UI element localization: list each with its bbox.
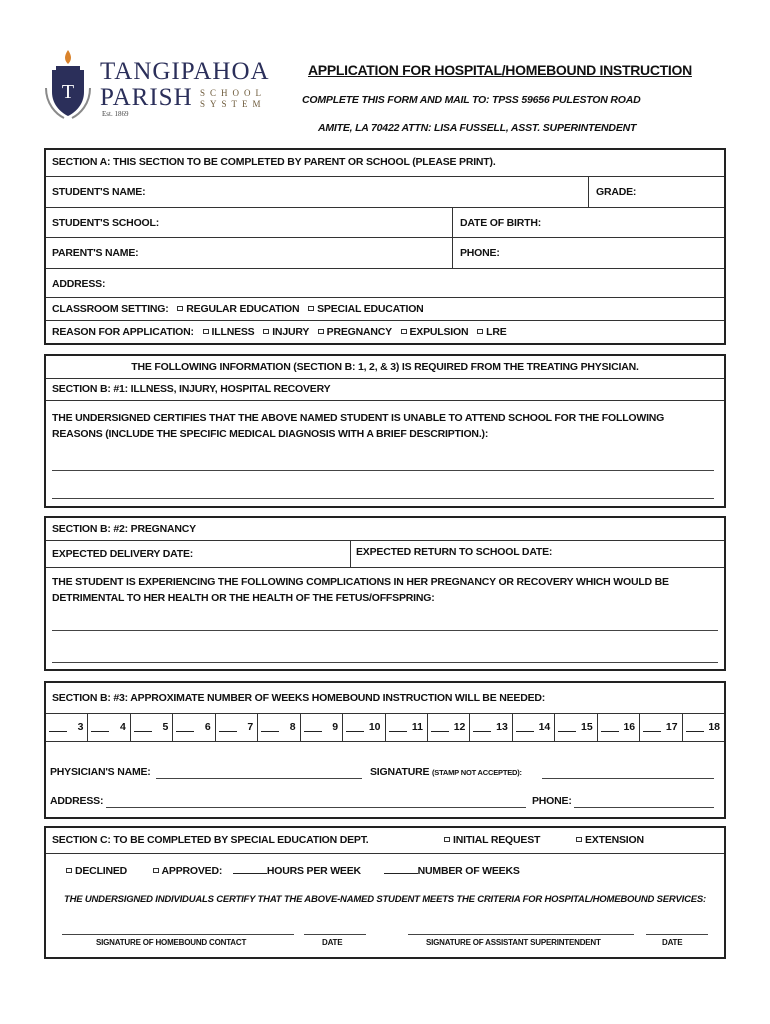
weeks-blank[interactable] [384, 873, 418, 874]
logo-line1: TANGIPAHOA [100, 58, 270, 85]
lre-checkbox[interactable] [477, 329, 483, 334]
week-option-7[interactable]: 7 [216, 714, 258, 741]
date1-caption: DATE [322, 938, 343, 947]
b1-certify-text-2: REASONS (INCLUDE THE SPECIFIC MEDICAL DIAGNOSIS WITH A BRIEF DESCRIPTION.): [52, 428, 489, 440]
asst-superintendent-caption: SIGNATURE OF ASSISTANT SUPERINTENDENT [426, 938, 601, 947]
week-option-13[interactable]: 13 [470, 714, 512, 741]
classroom-setting: CLASSROOM SETTING: REGULAR EDUCATION SPECIAL EDUCATION [52, 303, 424, 315]
signature-label: SIGNATURE (STAMP NOT ACCEPTED): [370, 766, 522, 778]
hours-blank[interactable] [233, 873, 267, 874]
grade-label: GRADE: [596, 186, 637, 198]
date2-caption: DATE [662, 938, 683, 947]
week-option-3[interactable]: 3 [46, 714, 88, 741]
section-c [44, 826, 726, 959]
physician-signature-line[interactable] [542, 778, 714, 779]
special-ed-checkbox[interactable] [308, 306, 314, 311]
extension-checkbox[interactable] [576, 837, 582, 842]
week-option-15[interactable]: 15 [555, 714, 597, 741]
decision-options: DECLINED APPROVED: HOURS PER WEEK NUMBER OF WEEKS [60, 865, 520, 877]
form-title: APPLICATION FOR HOSPITAL/HOMEBOUND INSTRUCTION [308, 62, 692, 78]
section-a [44, 148, 726, 345]
school-logo [42, 48, 282, 126]
phone-label: PHONE: [460, 247, 500, 259]
physician-address-line[interactable] [106, 807, 526, 808]
crest-icon [42, 48, 94, 122]
parent-name-label: PARENT'S NAME: [52, 247, 139, 259]
section-b1 [44, 354, 726, 508]
approved-checkbox[interactable] [153, 868, 159, 873]
initial-request-option: INITIAL REQUEST [438, 834, 540, 846]
date2-line[interactable] [646, 934, 708, 935]
week-option-9[interactable]: 9 [301, 714, 343, 741]
homebound-contact-caption: SIGNATURE OF HOMEBOUND CONTACT [96, 938, 247, 947]
reason-for-application: REASON FOR APPLICATION: ILLNESS INJURY PREGNANCY EXPULSION LRE [52, 326, 507, 338]
weeks-options [46, 714, 724, 742]
declined-checkbox[interactable] [66, 868, 72, 873]
week-option-8[interactable]: 8 [258, 714, 300, 741]
diagnosis-line-2[interactable] [52, 498, 714, 499]
physician-name-line[interactable] [156, 778, 362, 779]
b1-certify-text-1: THE UNDERSIGNED CERTIFIES THAT THE ABOVE NAMED STUDENT IS UNABLE TO ATTEND SCHOOL FOR THE FOLLOWING [52, 412, 665, 424]
week-option-12[interactable]: 12 [428, 714, 470, 741]
pregnancy-checkbox[interactable] [318, 329, 324, 334]
mail-to-line: COMPLETE THIS FORM AND MAIL TO: TPSS 59656 PULESTON ROAD [302, 94, 641, 106]
week-option-14[interactable]: 14 [513, 714, 555, 741]
extension-option: EXTENSION [570, 834, 644, 846]
address-label: ADDRESS: [52, 278, 106, 290]
logo-est: Est. 1869 [102, 110, 129, 118]
b2-complications-text-2: DETRIMENTAL TO HER HEALTH OR THE HEALTH OF THE FETUS/OFFSPRING: [52, 592, 435, 604]
logo-school: SCHOOL SYSTEM [200, 88, 267, 109]
return-date-label: EXPECTED RETURN TO SCHOOL DATE: [356, 546, 553, 558]
expulsion-checkbox[interactable] [401, 329, 407, 334]
student-school-label: STUDENT'S SCHOOL: [52, 217, 160, 229]
asst-superintendent-signature-line[interactable] [408, 934, 634, 935]
attn-line: AMITE, LA 70422 ATTN: LISA FUSSELL, ASST. SUPERINTENDENT [318, 122, 637, 134]
initial-request-checkbox[interactable] [444, 837, 450, 842]
section-b2-heading: SECTION B: #2: PREGNANCY [52, 523, 196, 535]
section-b3 [44, 681, 726, 819]
diagnosis-line-1[interactable] [52, 470, 714, 471]
section-b1-heading: SECTION B: #1: ILLNESS, INJURY, HOSPITAL RECOVERY [52, 383, 331, 395]
delivery-date-label: EXPECTED DELIVERY DATE: [52, 548, 194, 560]
week-option-16[interactable]: 16 [598, 714, 640, 741]
section-c-heading: SECTION C: TO BE COMPLETED BY SPECIAL EDUCATION DEPT. [52, 834, 369, 846]
physician-address-label: ADDRESS: [50, 795, 104, 807]
week-option-10[interactable]: 10 [343, 714, 385, 741]
criteria-certify-text: THE UNDERSIGNED INDIVIDUALS CERTIFY THAT THE ABOVE-NAMED STUDENT MEETS THE CRITERIA FOR HOSPITAL/HOMEBOUND SERVICES: [64, 894, 707, 905]
physician-phone-label: PHONE: [532, 795, 572, 807]
illness-checkbox[interactable] [203, 329, 209, 334]
b2-complications-text-1: THE STUDENT IS EXPERIENCING THE FOLLOWING COMPLICATIONS IN HER PREGNANCY OR RECOVERY WHICH WOULD BE [52, 576, 669, 588]
homebound-contact-signature-line[interactable] [62, 934, 294, 935]
complications-line-1[interactable] [52, 630, 718, 631]
week-option-17[interactable]: 17 [640, 714, 682, 741]
injury-checkbox[interactable] [263, 329, 269, 334]
section-b2 [44, 516, 726, 671]
physician-name-label: PHYSICIAN'S NAME: [50, 766, 151, 778]
section-a-heading: SECTION A: THIS SECTION TO BE COMPLETED BY PARENT OR SCHOOL (PLEASE PRINT). [52, 156, 496, 168]
dob-label: DATE OF BIRTH: [460, 217, 541, 229]
week-option-18[interactable]: 18 [683, 714, 724, 741]
logo-line2: PARISH [100, 84, 193, 111]
date1-line[interactable] [304, 934, 366, 935]
svg-text:T: T [61, 81, 75, 103]
week-option-11[interactable]: 11 [386, 714, 428, 741]
section-b3-heading: SECTION B: #3: APPROXIMATE NUMBER OF WEEKS HOMEBOUND INSTRUCTION WILL BE NEEDED: [52, 692, 546, 704]
student-name-label: STUDENT'S NAME: [52, 186, 146, 198]
physician-required-note: THE FOLLOWING INFORMATION (SECTION B: 1, 2, & 3) IS REQUIRED FROM THE TREATING PHYSICIAN. [131, 361, 639, 373]
week-option-4[interactable]: 4 [88, 714, 130, 741]
complications-line-2[interactable] [52, 662, 718, 663]
physician-phone-line[interactable] [574, 807, 714, 808]
regular-ed-checkbox[interactable] [177, 306, 183, 311]
week-option-5[interactable]: 5 [131, 714, 173, 741]
week-option-6[interactable]: 6 [173, 714, 215, 741]
